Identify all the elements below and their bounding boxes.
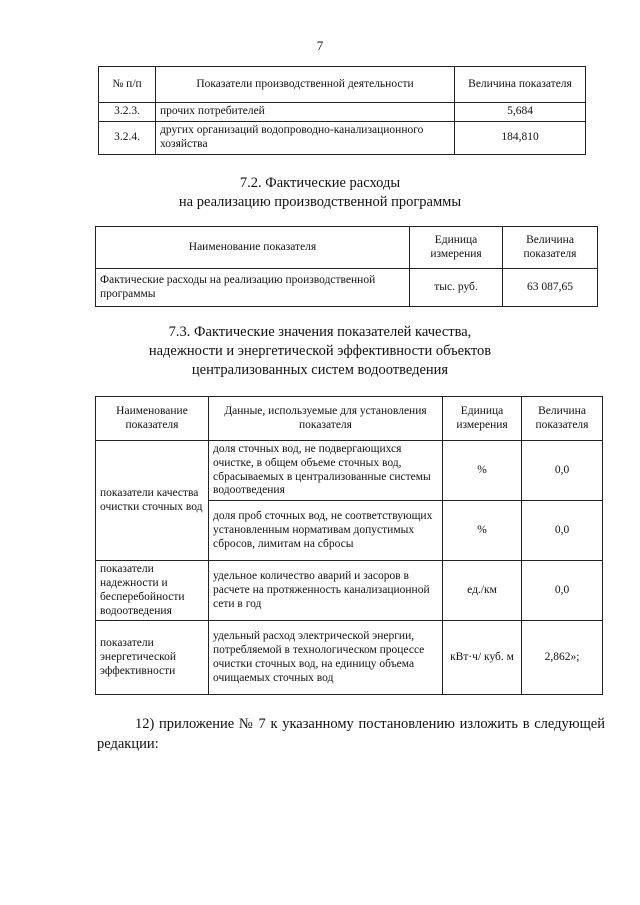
indicator-name: других организаций водопроводно-канализационного хозяйства	[156, 122, 455, 155]
indicator-data: доля проб сточных вод, не соответствующих установленным нормативам допустимых сбросов, лимитам на сбросы	[209, 501, 443, 561]
unit: %	[443, 441, 522, 501]
indicator-name: Фактические расходы на реализацию производственной программы	[96, 269, 410, 307]
column-header: Данные, используемые для установления показателя	[209, 397, 443, 441]
indicator-group-name: показатели качества очистки сточных вод	[96, 441, 209, 561]
heading-line: 7.3. Фактические значения показателей качества,	[168, 324, 472, 340]
column-header: Показатели производственной деятельности	[156, 67, 455, 103]
page-number: 7	[316, 38, 324, 53]
unit: кВт·ч/ куб. м	[443, 621, 522, 695]
column-header: Наименование показателя	[96, 227, 410, 269]
table-row	[96, 561, 603, 621]
row-number: 3.2.3.	[99, 103, 156, 122]
unit: ед./км	[443, 561, 522, 621]
indicator-data: удельный расход электрической энергии, потребляемой в технологическом процессе очистки сточных вод, на единицу объема очищаемых сточных вод	[209, 621, 443, 695]
column-header: Величина показателя	[455, 67, 586, 103]
expenses-table	[95, 226, 598, 307]
table-row	[96, 269, 598, 307]
row-number: 3.2.4.	[99, 122, 156, 155]
heading-line: 7.2. Фактические расходы	[239, 175, 401, 191]
indicator-data: доля сточных вод, не подвергающихся очистке, в общем объеме сточных вод, сбрасываемых в централизованные системы водоотведения	[209, 441, 443, 501]
indicator-value: 0,0	[522, 441, 603, 501]
table-header-row	[99, 67, 586, 103]
table-header-row	[96, 227, 598, 269]
indicator-value: 63 087,65	[503, 269, 598, 307]
column-header: Величина показателя	[522, 397, 603, 441]
indicator-name: прочих потребителей	[156, 103, 455, 122]
unit: тыс. руб.	[410, 269, 503, 307]
table-row	[96, 441, 603, 501]
quality-indicators-table	[95, 396, 603, 695]
table-header-row	[96, 397, 603, 441]
heading-line: централизованных систем водоотведения	[191, 362, 449, 378]
indicator-group-name: показатели энергетической эффективности	[96, 621, 209, 695]
column-header: Величина показателя	[503, 227, 598, 269]
column-header: Единица измерения	[410, 227, 503, 269]
indicator-value: 0,0	[522, 501, 603, 561]
amendment-paragraph: 12) приложение № 7 к указанному постановлению изложить в следующей редакции:	[97, 716, 605, 752]
indicator-value: 2,862»;	[522, 621, 603, 695]
production-indicators-table	[98, 66, 586, 155]
section-7-2-heading	[0, 174, 640, 212]
column-header: Наименование показателя	[96, 397, 209, 441]
indicator-group-name: показатели надежности и бесперебойности водоотведения	[96, 561, 209, 621]
table-row	[99, 103, 586, 122]
section-7-3-heading	[0, 323, 640, 380]
table-row	[96, 621, 603, 695]
column-header: № п/п	[99, 67, 156, 103]
indicator-value: 5,684	[455, 103, 586, 122]
unit: %	[443, 501, 522, 561]
heading-line: надежности и энергетической эффективности объектов	[148, 343, 492, 359]
heading-line: на реализацию производственной программы	[178, 194, 462, 210]
indicator-data: удельное количество аварий и засоров в расчете на протяженность канализационной сети в год	[209, 561, 443, 621]
table-row	[99, 122, 586, 155]
indicator-value: 0,0	[522, 561, 603, 621]
indicator-value: 184,810	[455, 122, 586, 155]
column-header: Единица измерения	[443, 397, 522, 441]
